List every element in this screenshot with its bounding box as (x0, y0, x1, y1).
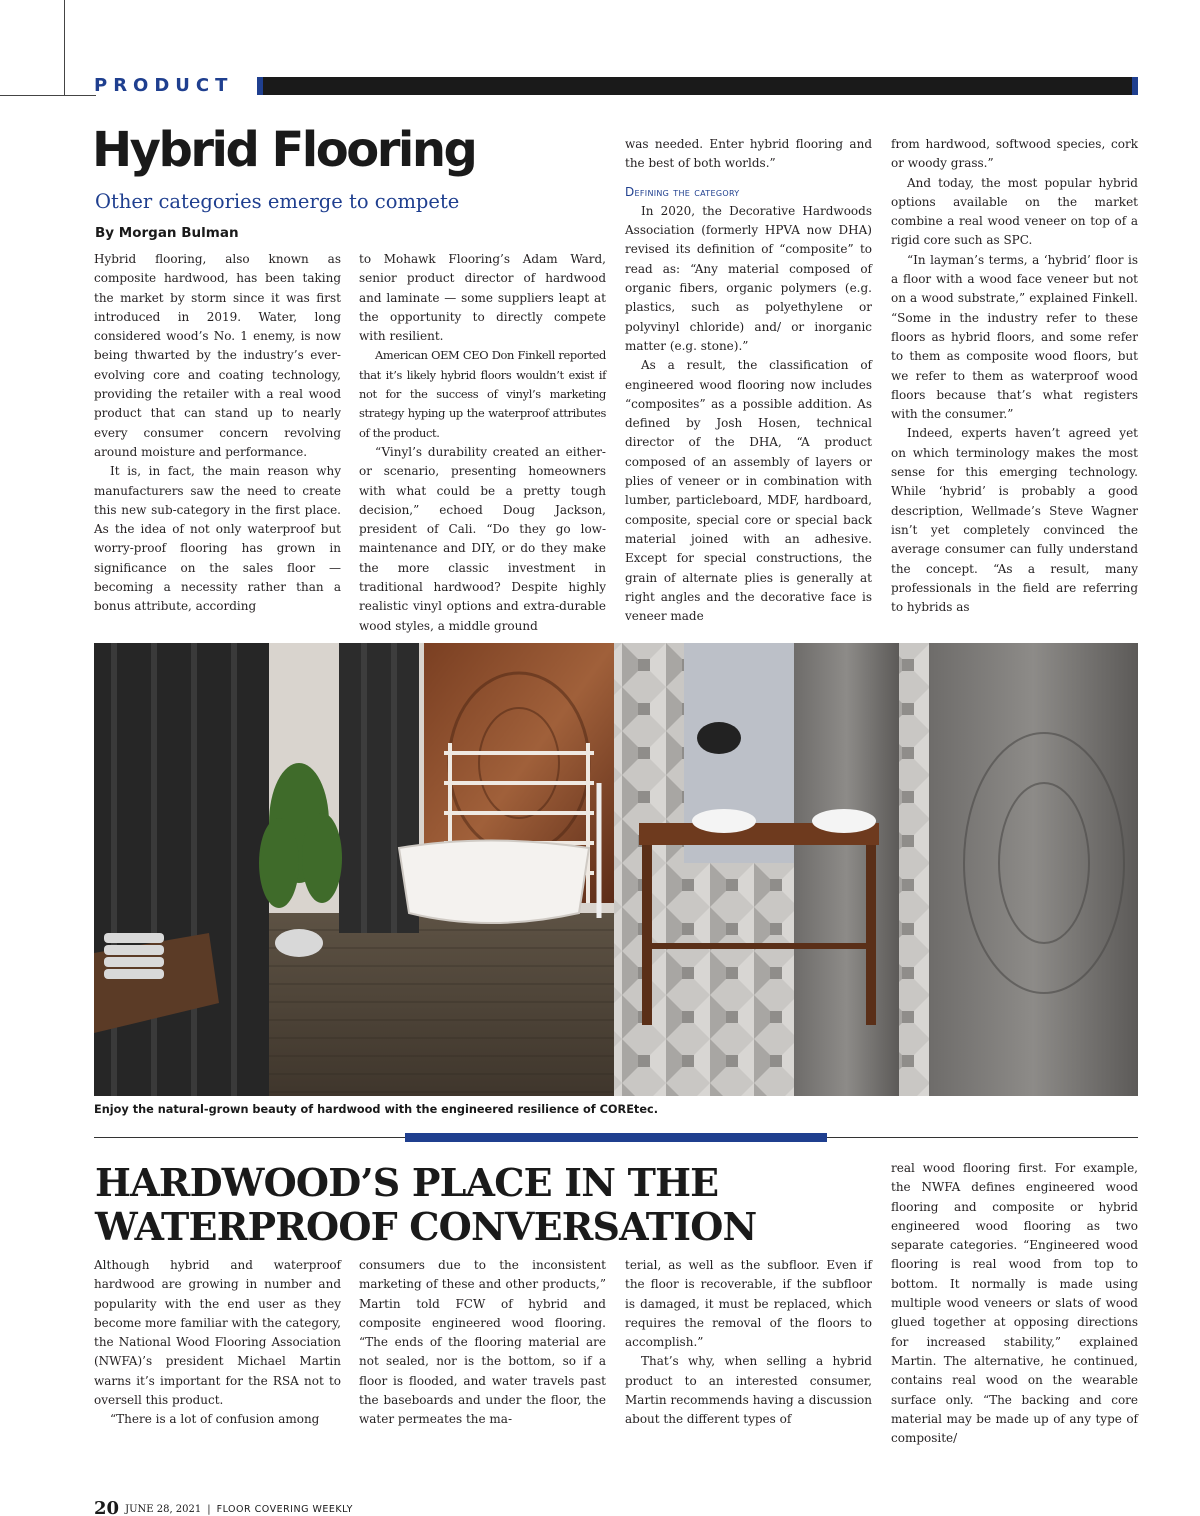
article-column-2 (359, 250, 606, 636)
paragraph: Indeed, experts haven’t agreed yet on which terminology makes the most sense for this emerging technology. While ‘hybrid’ is probably a good description, Wellmade’s Steve Wagner isn’t yet completely convinced the average consumer can fully understand the concept. “As a result, many professionals in the field are referring to hybrids as (891, 426, 1138, 615)
paragraph: That’s why, when selling a hybrid product to an interested consumer, Martin recommends having a discussion about the different types of (625, 1354, 872, 1427)
sidebar-column-3 (625, 1256, 872, 1430)
page-number: 20 (94, 1498, 120, 1516)
paragraph: to Mohawk Flooring’s Adam Ward, senior product director of hardwood and laminate — some suppliers leapt at the opportunity to directly compete with resilient. (359, 252, 606, 344)
crop-mark-vertical (64, 0, 65, 96)
crop-mark-horizontal (0, 95, 96, 96)
sidebar-title: HARDWOOD’S PLACE IN THE WATERPROOF CONVERSATION (95, 1160, 757, 1249)
section-divider-accent (405, 1133, 827, 1142)
section-header (94, 76, 1138, 96)
paragraph: American OEM CEO Don Finkell reported that it’s likely hybrid floors wouldn’t exist if not for the success of vinyl’s marketing strategy hyping up the waterproof attributes of the product. (359, 348, 606, 440)
section-label: PRODUCT (94, 75, 234, 96)
paragraph: And today, the most popular hybrid options available on the market combine a real wood veneer on top of a rigid core such as SPC. (891, 175, 1138, 248)
paragraph: “In layman’s terms, a ‘hybrid’ floor is a floor with a wood face veneer but not on a wood substrate,” explained Finkell. “Some in the industry refer to these floors as hybrid floors, and some refer to them as composite wood floors, but we refer to them as waterproof wood floors because that’s what registers with the consumer.” (891, 252, 1138, 422)
photo-caption: Enjoy the natural-grown beauty of hardwood with the engineered resilience of COREtec. (94, 1103, 658, 1116)
sidebar-column-2 (359, 1256, 606, 1430)
paragraph: As a result, the classification of engineered wood flooring now includes “composites” as a possible addition. As defined by Josh Hosen, technical director of the DHA, “A product composed of an assembly of layers or plies of veneer or in combination with lumber, particleboard, MDF, hardboard, composite, special core or special back material joined with an adhesive. Except for special constructions, the grain of alternate plies is generally at right angles and the decorative face is veneer made (625, 358, 872, 624)
publication-name: FLOOR COVERING WEEKLY (216, 1504, 353, 1515)
paragraph: It is, in fact, the main reason why manufacturers saw the need to create this new sub-category in the first place. As the idea of not only waterproof but worry-proof flooring has grown in significance on the sales floor — becoming a necessity rather than a bonus attribute, according (94, 464, 341, 614)
paragraph: was needed. Enter hybrid flooring and the best of both worlds.” (625, 137, 872, 171)
paragraph: Hybrid flooring, also known as composite hardwood, has been taking the market by storm since it was first introduced in 2019. Water, long considered wood’s No. 1 enemy, is now being thwarted by the industry’s ever-evolving core and coating technology, providing the retailer with a real wood product that can stand up to nearly every consumer concern revolving around moisture and performance. (94, 252, 341, 459)
article-column-1 (94, 250, 341, 617)
paragraph: real wood flooring first. For example, the NWFA defines engineered wood flooring and composite or hybrid engineered wood flooring as two separate categories. “Engineered wood flooring is real wood from top to bottom. It normally is made using multiple wood veneers or slats of wood glued together at opposing directions for increased stability,” explained Martin. The alternative, he continued, contains real wood on the wearable surface only. “The backing and core material may be made up of any type of composite/ (891, 1161, 1138, 1446)
article-subtitle: Other categories emerge to compete (95, 190, 460, 213)
article-column-3 (625, 135, 872, 626)
article-column-4 (891, 135, 1138, 617)
paragraph: from hardwood, softwood species, cork or woody grass.” (891, 137, 1138, 171)
subsection-heading: Defining the category (625, 184, 740, 199)
issue-date: JUNE 28, 2021 (125, 1504, 202, 1515)
page-footer (94, 1499, 353, 1516)
paragraph: “There is a lot of confusion among (110, 1412, 320, 1427)
section-rule (257, 77, 1138, 95)
article-title: Hybrid Flooring (92, 122, 476, 178)
paragraph: terial, as well as the subfloor. Even if the floor is recoverable, if the subfloor is damaged, it must be replaced, which requires the removal of the floors to accomplish.” (625, 1258, 872, 1350)
footer-separator: | (207, 1504, 211, 1515)
sidebar-column-1 (94, 1256, 341, 1430)
sidebar-column-4 (891, 1159, 1138, 1448)
paragraph: Although hybrid and waterproof hardwood are growing in number and popularity with the end user as they become more familiar with the category, the National Wood Flooring Association (NWFA)’s president Michael Martin warns it’s important for the RSA not to oversell this product. (94, 1258, 341, 1408)
bathroom-photo (94, 643, 1138, 1096)
paragraph: “Vinyl’s durability created an either-or scenario, presenting homeowners with what could be a pretty tough decision,” echoed Doug Jackson, president of Cali. “Do they go low-maintenance and DIY, or do they make the more classic investment in traditional hardwood? Despite highly realistic vinyl options and extra-durable wood styles, a middle ground (359, 444, 606, 633)
paragraph: In 2020, the Decorative Hardwoods Association (formerly HPVA now DHA) revised its definition of “composite” to read as: “Any material composed of organic fibers, organic polymers (e.g. plastics, such as polyethylene or polyvinyl chloride) and/ or inorganic matter (e.g. stone).” (625, 203, 872, 353)
byline: By Morgan Bulman (95, 225, 239, 241)
paragraph: consumers due to the inconsistent marketing of these and other products,” Martin told FCW of hybrid and composite engineered wood flooring. “The ends of the flooring material are not sealed, nor is the bottom, so if a floor is flooded, and water travels past the baseboards and under the floor, the water permeates the ma- (359, 1258, 606, 1427)
